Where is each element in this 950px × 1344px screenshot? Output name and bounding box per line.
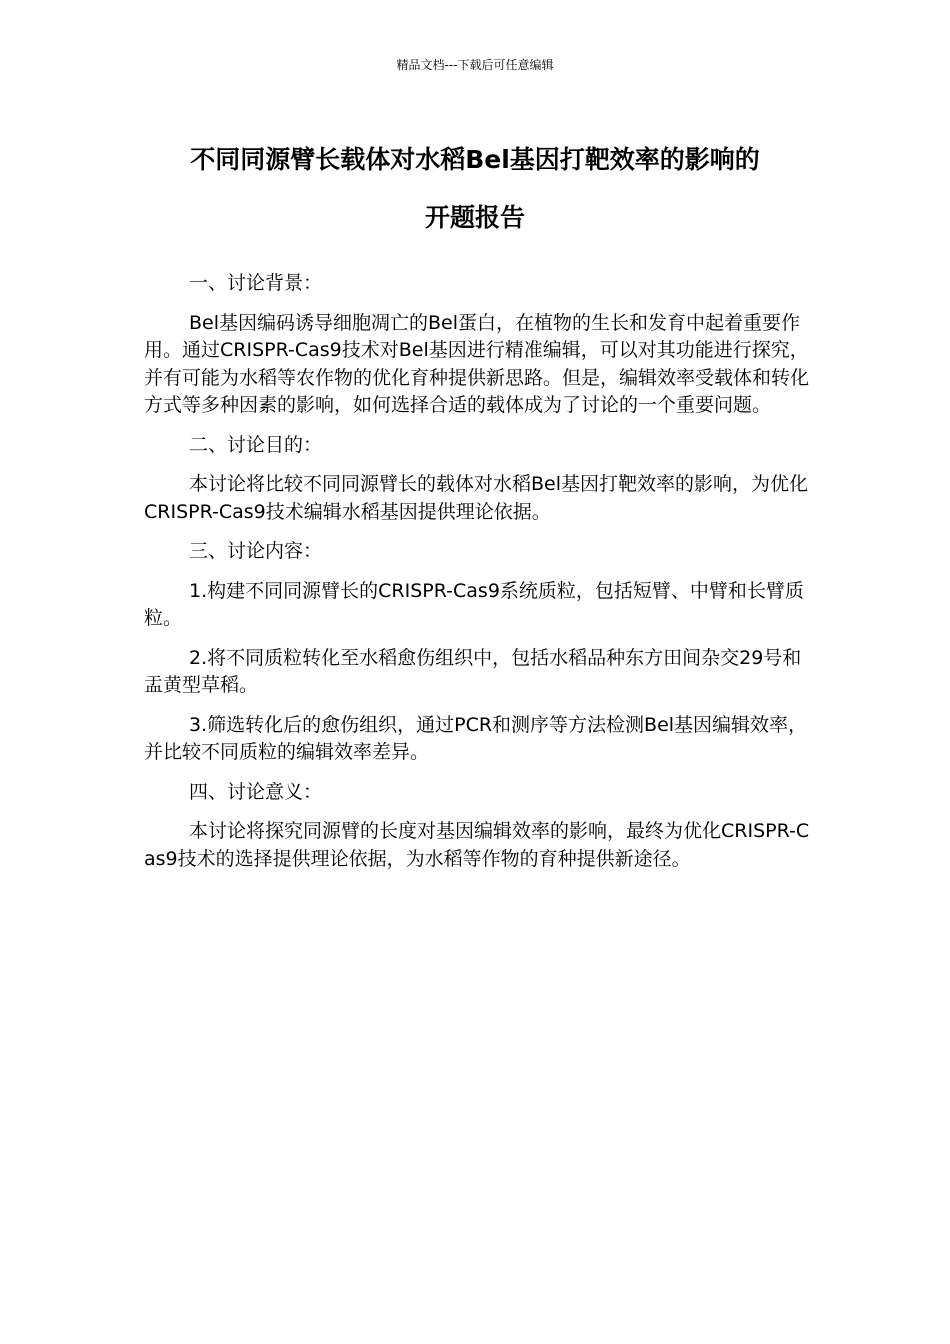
page-header: 精品文档---下载后可任意编辑 [396,58,554,72]
document-title [100,131,850,247]
section-heading-content: 三、讨论内容： [189,540,323,562]
document-title-line-2: 开题报告 [424,203,525,232]
background-paragraph: Bel基因编码诱导细胞凋亡的Bel蛋白，在植物的生长和发育中起着重要作用。通过CRISPR-Cas9技术对Bel基因进行精准编辑，可以对其功能进行探究，并有可能为水稻等农作物的优化育种提供新思路。但是，编辑效率受载体和转化方式等多种因素的影响，如何选择合适的载体成为了讨论的一个重要问题。 [144,311,810,416]
document-title-line-1: 不同同源臂长载体对水稻Bel基因打靶效率的影响的 [190,145,760,174]
section-heading-background: 一、讨论背景： [189,272,323,294]
content-item-2: 2.将不同质粒转化至水稻愈伤组织中，包括水稻品种东方田间杂交29号和盂黄型草稻。 [144,646,802,696]
document-body [144,270,812,885]
section-heading-significance: 四、讨论意义： [189,780,323,803]
section-heading-purpose: 二、讨论目的： [189,433,323,456]
purpose-paragraph: 本讨论将比较不同同源臂长的载体对水稻Bel基因打靶效率的影响，为优化CRISPR-Cas9技术编辑水稻基因提供理论依据。 [144,473,809,523]
content-item-3: 3.筛选转化后的愈伤组织，通过PCR和测序等方法检测Bel基因编辑效率，并比较不同质粒的编辑效率差异。 [144,713,808,763]
content-item-1: 1.构建不同同源臂长的CRISPR-Cas9系统质粒，包括短臂、中臂和长臂质粒。 [144,579,804,629]
significance-paragraph: 本讨论将探究同源臂的长度对基因编辑效率的影响，最终为优化CRISPR-Cas9技术的选择提供理论依据，为水稻等作物的育种提供新途径。 [144,820,810,870]
